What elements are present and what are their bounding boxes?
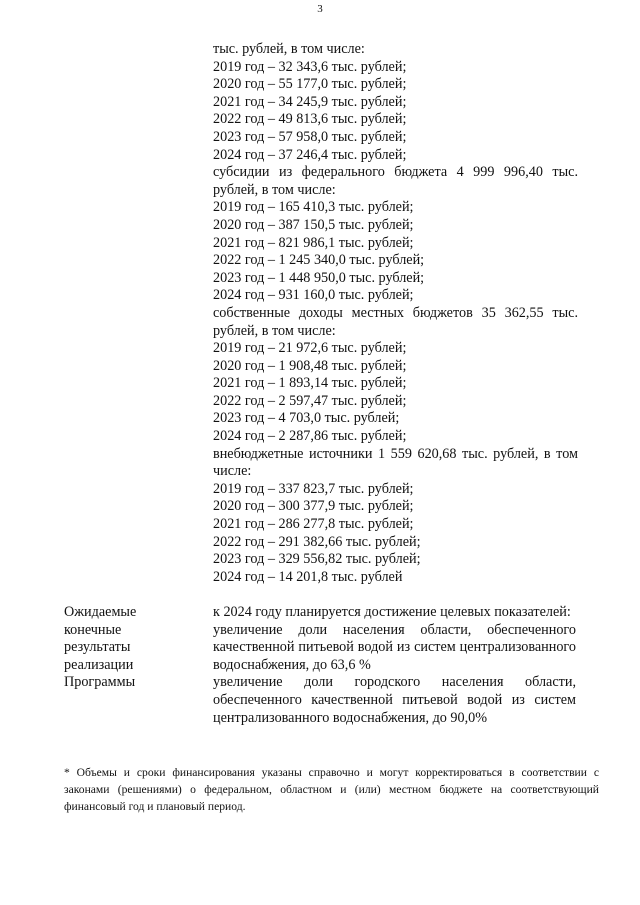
federal-year-line: 2023 год – 1 448 950,0 тыс. рублей; bbox=[213, 269, 425, 286]
funding-year-line: 2022 год – 49 813,6 тыс. рублей; bbox=[213, 111, 407, 128]
funding-year-line: 2019 год – 32 343,6 тыс. рублей; bbox=[213, 58, 407, 75]
results-paragraph: увеличение доли городского населения области, обеспеченного качественной питьевой водой из систем централизованного водоснабжения, до 90,0% bbox=[213, 674, 576, 726]
local-year-line: 2022 год – 2 597,47 тыс. рублей; bbox=[213, 392, 407, 409]
extrabudgetary-intro: внебюджетные источники 1 559 620,68 тыс. рублей, в том числе: bbox=[213, 445, 578, 480]
federal-year-line: 2024 год – 931 160,0 тыс. рублей; bbox=[213, 287, 414, 304]
label-line: результаты bbox=[64, 639, 131, 656]
federal-year-line: 2021 год – 821 986,1 тыс. рублей; bbox=[213, 234, 414, 251]
label-line: конечные bbox=[64, 621, 122, 638]
results-paragraph: к 2024 году планируется достижение целевых показателей: bbox=[213, 604, 571, 620]
funding-column bbox=[213, 41, 578, 586]
label-line: реализации bbox=[64, 656, 134, 673]
funding-year-line: 2020 год – 55 177,0 тыс. рублей; bbox=[213, 76, 407, 93]
local-year-line: 2020 год – 1 908,48 тыс. рублей; bbox=[213, 357, 407, 374]
results-paragraph: увеличение доли населения области, обеспеченного качественной питьевой водой из систем централизованного водоснабжения, до 63,6 % bbox=[213, 621, 576, 673]
federal-year-line: 2020 год – 387 150,5 тыс. рублей; bbox=[213, 216, 414, 233]
label-line: Программы bbox=[64, 674, 136, 691]
page-number: 3 bbox=[317, 3, 323, 15]
federal-year-line: 2022 год – 1 245 340,0 тыс. рублей; bbox=[213, 252, 425, 269]
funding-year-line: 2021 год – 34 245,9 тыс. рублей; bbox=[213, 93, 407, 110]
extrabudgetary-year-line: 2019 год – 337 823,7 тыс. рублей; bbox=[213, 480, 414, 497]
extrabudgetary-year-line: 2023 год – 329 556,82 тыс. рублей; bbox=[213, 551, 421, 568]
funding-year-line: 2023 год – 57 958,0 тыс. рублей; bbox=[213, 128, 407, 145]
footnote: * Объемы и сроки финансирования указаны справочно и могут корректироваться в соответствии с законами (решениями) о федеральном, областном и (или) местном бюджете на соответствующий финансовый год и плановый период. bbox=[64, 766, 599, 813]
extrabudgetary-year-line: 2024 год – 14 201,8 тыс. рублей bbox=[213, 568, 403, 585]
expected-results-content bbox=[213, 604, 576, 727]
expected-results-label bbox=[64, 604, 189, 692]
label-line: Ожидаемые bbox=[64, 604, 137, 620]
funding-year-line: 2024 год – 37 246,4 тыс. рублей; bbox=[213, 146, 407, 163]
local-year-line: 2019 год – 21 972,6 тыс. рублей; bbox=[213, 340, 407, 357]
local-year-line: 2024 год – 2 287,86 тыс. рублей; bbox=[213, 428, 407, 445]
local-year-line: 2023 год – 4 703,0 тыс. рублей; bbox=[213, 410, 400, 427]
federal-subsidies-intro: субсидии из федерального бюджета 4 999 996,40 тыс. рублей, в том числе: bbox=[213, 164, 578, 198]
funding-line: тыс. рублей, в том числе: bbox=[213, 41, 365, 57]
extrabudgetary-year-line: 2021 год – 286 277,8 тыс. рублей; bbox=[213, 516, 414, 533]
federal-year-line: 2019 год – 165 410,3 тыс. рублей; bbox=[213, 199, 414, 216]
extrabudgetary-year-line: 2022 год – 291 382,66 тыс. рублей; bbox=[213, 533, 421, 550]
local-budgets-intro: собственные доходы местных бюджетов 35 362,55 тыс. рублей, в том числе: bbox=[213, 304, 578, 339]
extrabudgetary-year-line: 2020 год – 300 377,9 тыс. рублей; bbox=[213, 498, 414, 515]
local-year-line: 2021 год – 1 893,14 тыс. рублей; bbox=[213, 375, 407, 392]
